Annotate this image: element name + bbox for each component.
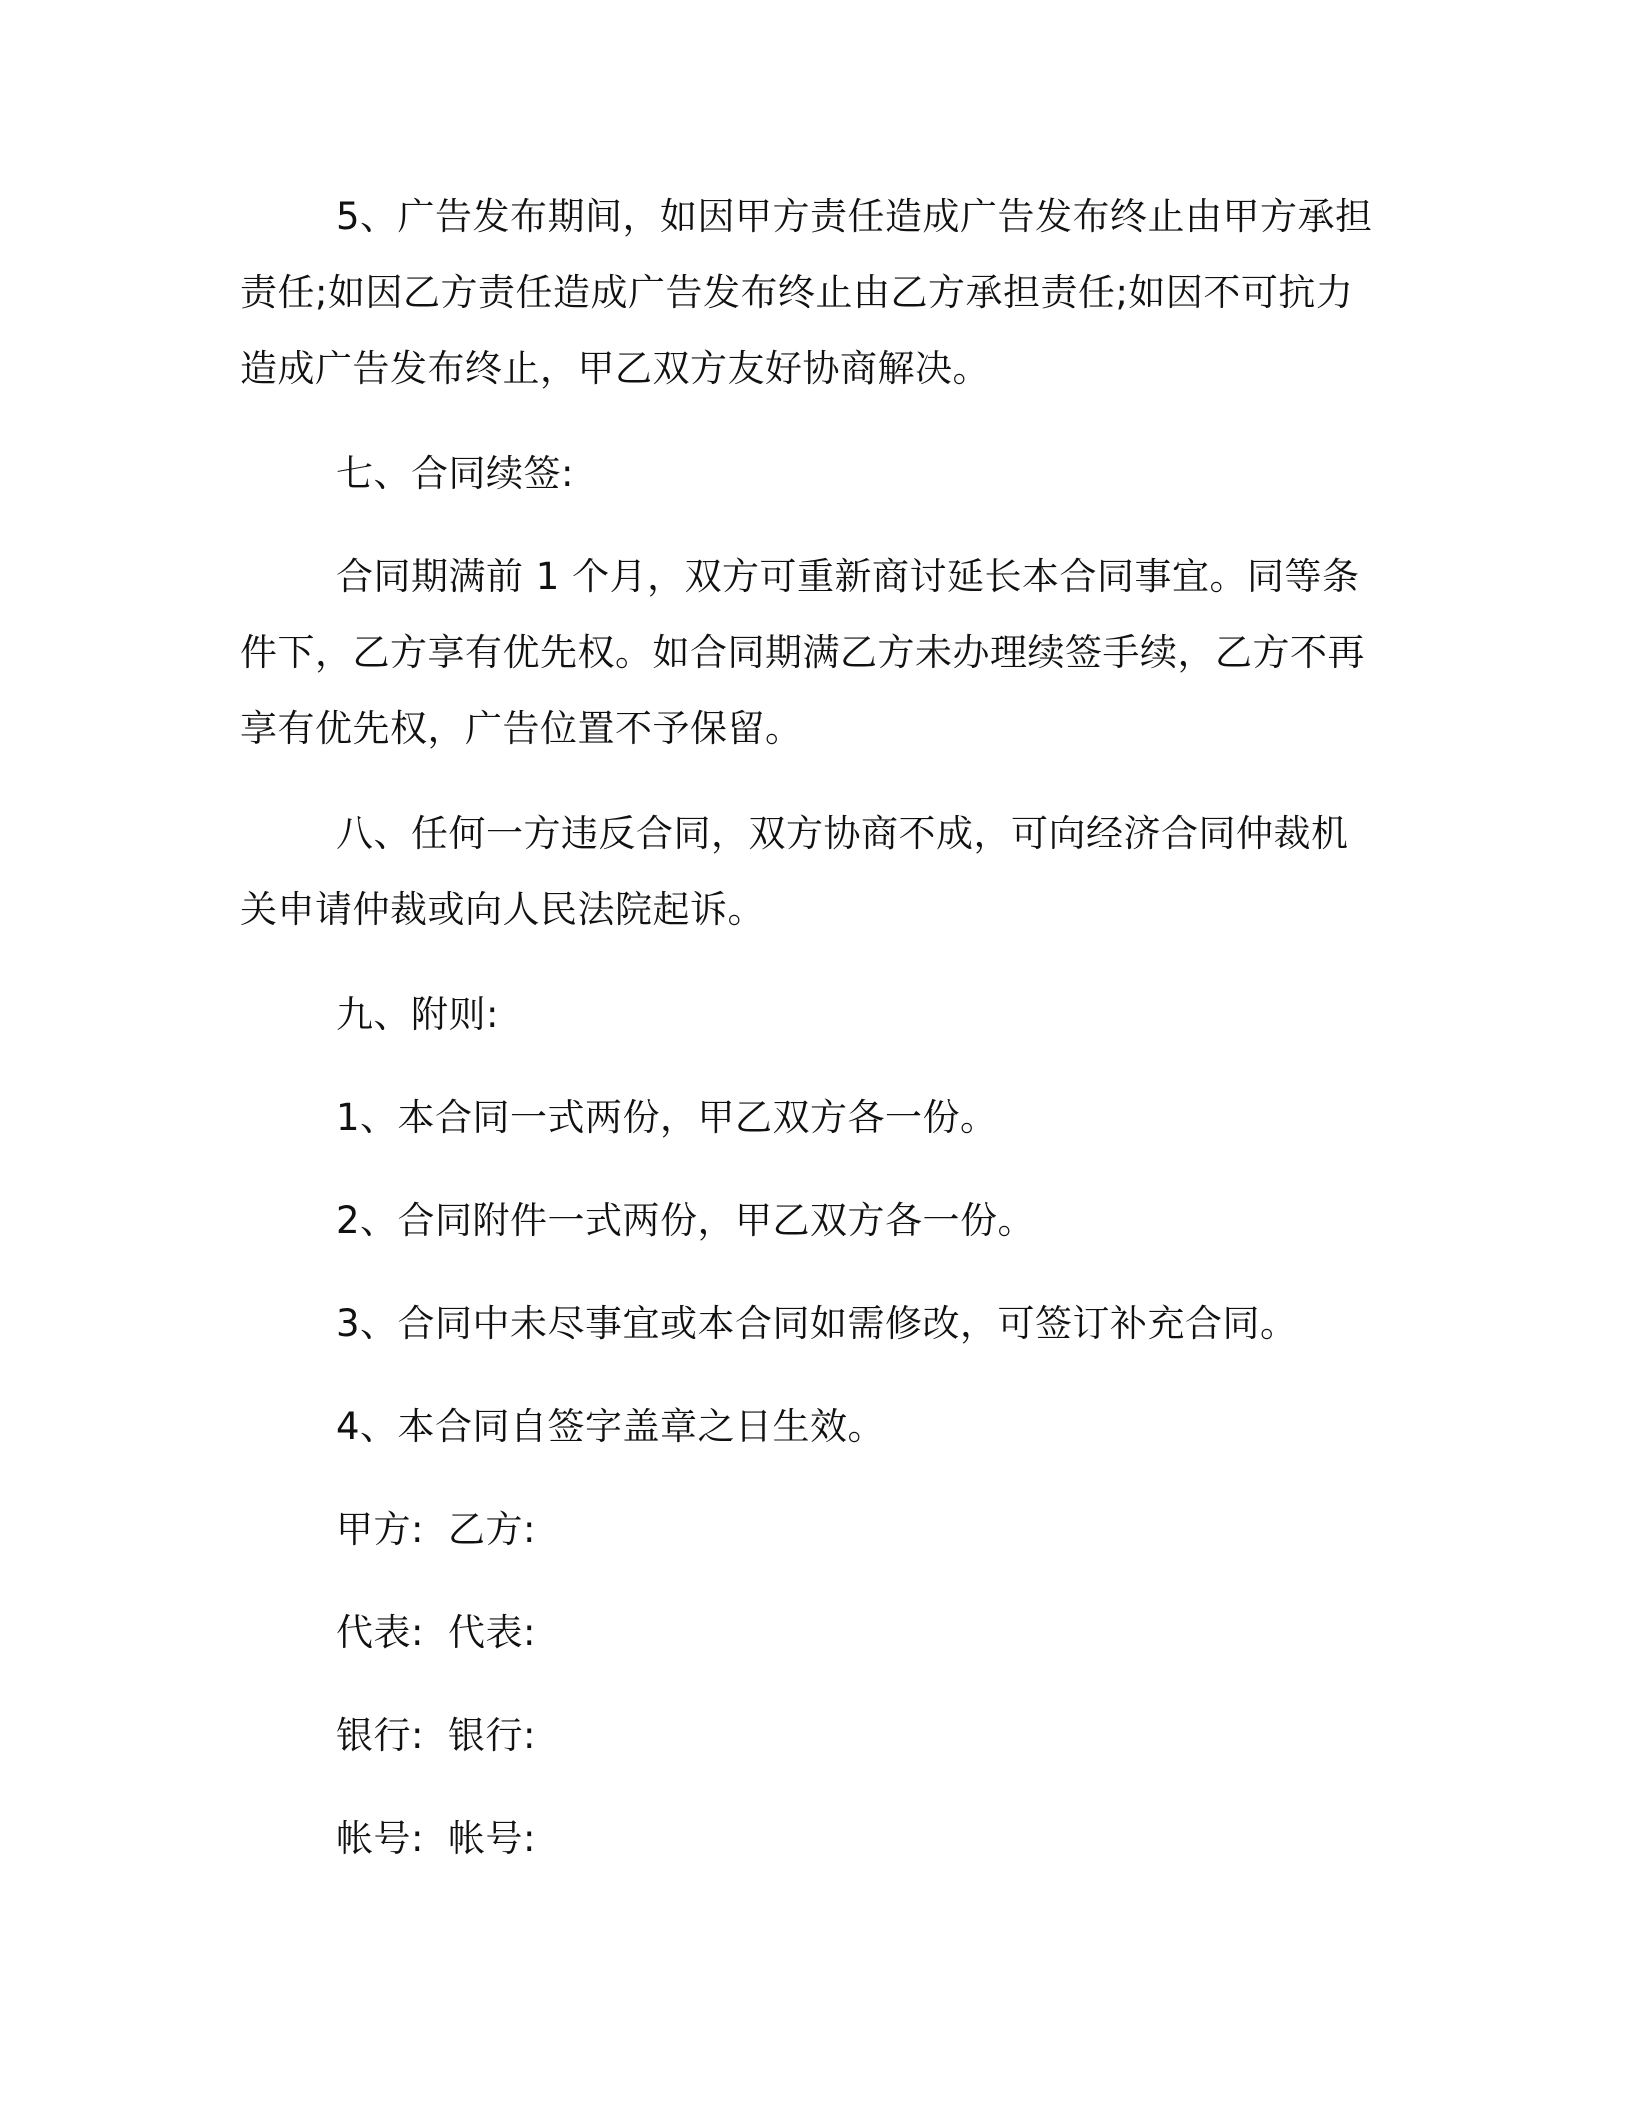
party-a-account-label: 帐号: (336, 1817, 424, 1860)
section-9-heading: 九、附则: (336, 993, 499, 1036)
clause-5-paragraph: 5、广告发布期间，如因甲方责任造成广告发布终止由甲方承担责任;如因乙方责任造成广告发布终止由乙方承担责任;如因不可抗力造成广告发布终止，甲乙双方友好协商解决。 (240, 195, 1373, 390)
section-9-item: 2、合同附件一式两份，甲乙双方各一份。 (336, 1199, 1036, 1242)
party-a-label: 甲方: (336, 1508, 424, 1551)
party-b-representative-label: 代表: (447, 1611, 536, 1654)
section-9-item: 3、合同中未尽事宜或本合同如需修改，可签订补充合同。 (336, 1302, 1298, 1345)
signature-row-party (336, 1492, 536, 1568)
signature-row-bank (336, 1698, 536, 1774)
signature-row-account (336, 1801, 536, 1877)
section-9-item: 4、本合同自签字盖章之日生效。 (336, 1405, 886, 1448)
party-b-account-label: 帐号: (447, 1817, 536, 1860)
section-7-body: 合同期满前 1 个月，双方可重新商讨延长本合同事宜。同等条件下，乙方享有优先权。如合同期满乙方未办理续签手续，乙方不再享有优先权，广告位置不予保留。 (240, 555, 1365, 750)
party-b-label: 乙方: (447, 1508, 536, 1551)
section-9-item: 1、本合同一式两份，甲乙双方各一份。 (336, 1096, 998, 1139)
party-b-bank-label: 银行: (447, 1714, 536, 1757)
party-a-bank-label: 银行: (336, 1714, 424, 1757)
party-a-representative-label: 代表: (336, 1611, 424, 1654)
section-7-heading: 七、合同续签: (336, 452, 574, 495)
signature-row-representative (336, 1595, 536, 1671)
section-8-paragraph: 八、任何一方违反合同，双方协商不成，可向经济合同仲裁机关申请仲裁或向人民法院起诉。 (240, 812, 1349, 931)
